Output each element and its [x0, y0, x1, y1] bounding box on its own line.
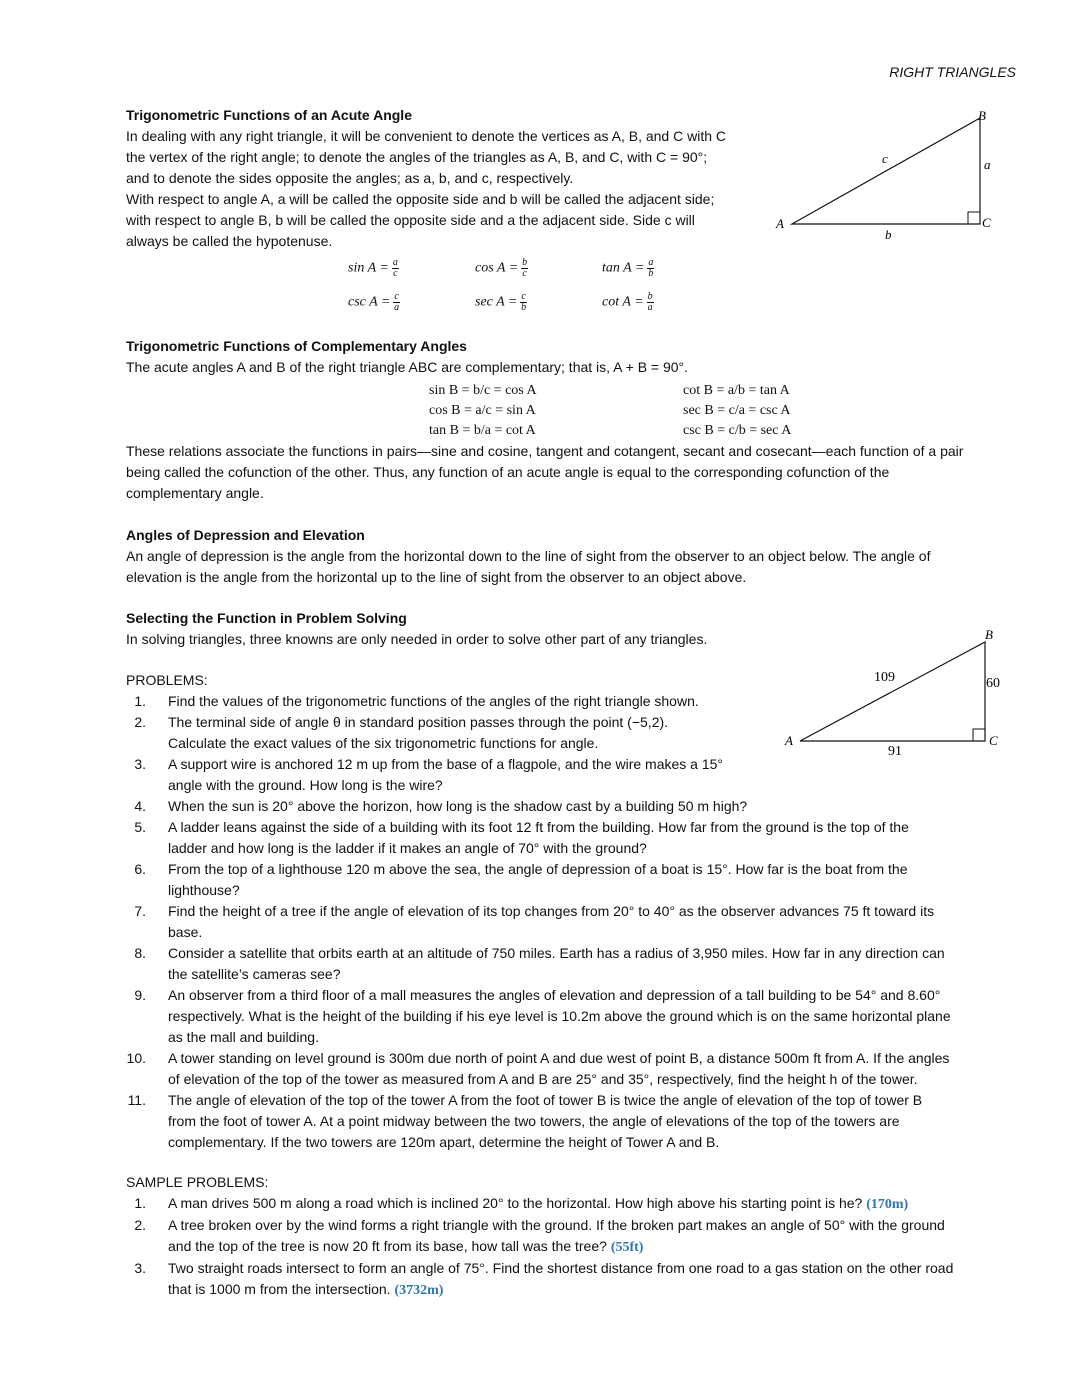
section-acute-angle [126, 105, 776, 252]
item-line-text: An observer from a third floor of a mall measures the angles of elevation and depression of a tall building to be 54° and 8.60° [168, 987, 941, 1003]
item-line-text: angle with the ground. How long is the wire? [168, 777, 443, 793]
sample-problems-heading: SAMPLE PROBLEMS: [126, 1174, 269, 1190]
item-line-text: A ladder leans against the side of a building with its foot 12 ft from the building. How far from the ground is the top of the [168, 819, 909, 835]
item-line [168, 754, 1026, 775]
body-line: With respect to angle A, a will be called the opposite side and b will be called the adjacent side; [126, 191, 715, 207]
item-line [168, 1090, 1026, 1111]
problem-list [126, 691, 1026, 1153]
item-line [168, 1258, 1026, 1279]
item-text [168, 1090, 1026, 1153]
cofunction-eq: cot B = a/b = tan A [683, 383, 790, 398]
body-line: always be called the hypotenuse. [126, 233, 333, 249]
item-line-text: and the top of the tree is now 20 ft from its base, how tall was the tree? [168, 1238, 607, 1254]
item-line-text: A tree broken over by the wind forms a right triangle with the ground. If the broken part makes an angle of 50° with the ground [168, 1217, 945, 1233]
body-line: These relations associate the functions in pairs—sine and cosine, tangent and cotangent, secant and cosecant—each function of a pair [126, 443, 964, 459]
vertex-label-a: A [785, 733, 793, 748]
section-heading: Trigonometric Functions of Complementary Angles [126, 338, 467, 354]
item-line [168, 796, 1026, 817]
cofunction-eq: sin B = b/c = cos A [429, 383, 537, 398]
item-line [168, 1048, 1026, 1069]
side-label-base: 91 [888, 744, 902, 759]
body-line: being called the cofunction of the other. Thus, any function of an acute angle is equal to the corresponding cofunction of the [126, 464, 890, 480]
item-line-text: The angle of elevation of the top of the tower A from the foot of tower B is twice the angle of elevation of the top of tower B [168, 1092, 923, 1108]
item-line-text: Calculate the exact values of the six trigonometric functions for angle. [168, 735, 599, 751]
item-line [168, 1215, 1026, 1236]
item-line [168, 1006, 1026, 1027]
cofunction-eq: cos B = a/c = sin A [429, 403, 536, 418]
body-line: the vertex of the right angle; to denote the angles of the triangles as A, B, and C, with C = 90°; [126, 149, 708, 165]
item-line-text: from the foot of tower A. At a point midway between the two towers, the angle of elevations of the top of the towers are [168, 1113, 900, 1129]
formula-cos: cos A = $\frac{b}{c}$ [475, 257, 528, 279]
item-line [168, 964, 1026, 985]
cofunction-right [683, 381, 791, 441]
item-line-text: lighthouse? [168, 882, 240, 898]
item-line-text: Consider a satellite that orbits earth at an altitude of 750 miles. Earth has a radius of 3,950 miles. How far in any direction can [168, 945, 945, 961]
answer-label: (55ft) [610, 1240, 644, 1255]
page-header: RIGHT TRIANGLES [889, 64, 1016, 80]
item-line [168, 691, 1026, 712]
item-number: 4. [134, 798, 146, 814]
formula-sec: sec A = $\frac{c}{b}$ [475, 291, 527, 313]
item-line-text: A support wire is anchored 12 m up from the base of a flagpole, and the wire makes a 15° [168, 756, 724, 772]
formula-cot: cot A = $\frac{b}{a}$ [602, 291, 653, 313]
problem-item [126, 796, 1026, 817]
item-line [168, 901, 1026, 922]
item-text [168, 1258, 1026, 1301]
cofunction-left [429, 381, 537, 441]
item-line [168, 1111, 1026, 1132]
vertex-label-b: B [985, 627, 993, 642]
item-line-text: A man drives 500 m along a road which is inclined 20° to the horizontal. How high above his starting point is he? [168, 1195, 863, 1211]
sample-problem-list [126, 1193, 1026, 1301]
right-triangle-diagram [770, 100, 1000, 245]
item-text [168, 1048, 1026, 1090]
item-line-text: as the mall and building. [168, 1029, 319, 1045]
problems-heading: PROBLEMS: [126, 672, 208, 688]
problem-item [126, 985, 1026, 1048]
item-number: 11. [127, 1092, 146, 1108]
section-depression-elevation [126, 525, 930, 588]
item-text [168, 901, 1026, 943]
item-text [168, 817, 1026, 859]
sample-problem-item [126, 1215, 1026, 1258]
item-number: 1. [134, 693, 146, 709]
problem-item [126, 943, 1026, 985]
item-number: 6. [134, 861, 146, 877]
cofunction-eq: csc B = c/b = sec A [683, 423, 792, 438]
item-text [168, 859, 1026, 901]
item-line [168, 1069, 1026, 1090]
section-heading: Angles of Depression and Elevation [126, 527, 365, 543]
vertex-label-c: C [982, 215, 991, 230]
section-heading: Trigonometric Functions of an Acute Angle [126, 107, 412, 123]
problem-item [126, 859, 1026, 901]
item-number: 2. [134, 1217, 146, 1233]
answer-label: (3732m) [394, 1283, 444, 1298]
problems-section [126, 670, 1026, 1153]
item-line-text: The terminal side of angle θ in standard position passes through the point (−5,2). [168, 714, 669, 730]
item-line-text: When the sun is 20° above the horizon, how long is the shadow cast by a building 50 m high? [168, 798, 748, 814]
item-text [168, 691, 1026, 712]
vertex-label-c: C [989, 733, 998, 748]
body-line: with respect to angle B, b will be called the opposite side and a the adjacent side. Side c will [126, 212, 695, 228]
body-line: elevation is the angle from the horizontal up to the line of sight from the observer to an object above. [126, 569, 747, 585]
cofunction-eq: sec B = c/a = csc A [683, 403, 791, 418]
sample-problem-item [126, 1258, 1026, 1301]
body-line: and to denote the sides opposite the angles; as a, b, and c, respectively. [126, 170, 574, 186]
item-line [168, 943, 1026, 964]
problem-item [126, 754, 1026, 796]
item-line-text: A tower standing on level ground is 300m due north of point A and due west of point B, a distance 500m ft from A. If the angles [168, 1050, 950, 1066]
side-label-hypotenuse: 109 [874, 670, 895, 685]
item-number: 10. [126, 1050, 146, 1066]
item-line-text: respectively. What is the height of the building if his eye level is 10.2m above the ground which is on the same horizontal plane [168, 1008, 951, 1024]
right-angle-marker [968, 212, 980, 224]
item-line-text: of elevation of the top of the tower as measured from A and B are 25° and 35°, respectively, find the height h of the tower. [168, 1071, 918, 1087]
section-problem-solving [126, 608, 707, 650]
problem-item [126, 691, 1026, 712]
cofunction-eq: tan B = b/a = cot A [429, 423, 536, 438]
item-line [168, 817, 1026, 838]
formula-csc: csc A = $\frac{c}{a}$ [348, 291, 400, 313]
item-line [168, 1279, 1026, 1301]
item-line [168, 1027, 1026, 1048]
answer-label: (170m) [866, 1197, 909, 1212]
item-line [168, 985, 1026, 1006]
vertex-label-a: A [776, 216, 784, 231]
item-text [168, 712, 1026, 754]
formula-tan: tan A = $\frac{a}{b}$ [602, 257, 654, 279]
item-line-text: Two straight roads intersect to form an angle of 75°. Find the shortest distance from one road to a gas station on the other road [168, 1260, 954, 1276]
item-number: 9. [134, 987, 146, 1003]
item-line [168, 1132, 1026, 1153]
item-line-text: that is 1000 m from the intersection. [168, 1281, 391, 1297]
item-line-text: the satellite’s cameras see? [168, 966, 341, 982]
side-label-b: b [885, 227, 892, 242]
body-line: In dealing with any right triangle, it will be convenient to denote the vertices as A, B, and C with C [126, 128, 726, 144]
problem-item [126, 901, 1026, 943]
item-line-text: Find the values of the trigonometric functions of the angles of the right triangle shown. [168, 693, 699, 709]
section-complementary [126, 336, 688, 378]
body-line: The acute angles A and B of the right triangle ABC are complementary; that is, A + B = 90°. [126, 359, 689, 375]
problem-item [126, 1090, 1026, 1153]
problem-item [126, 817, 1026, 859]
body-line: An angle of depression is the angle from the horizontal down to the line of sight from the observer to an object below. The angle of [126, 548, 931, 564]
item-text [168, 1193, 1026, 1215]
item-line [168, 922, 1026, 943]
cofunction-explanation [126, 441, 963, 504]
body-line: complementary angle. [126, 485, 264, 501]
item-text [168, 796, 1026, 817]
item-text [168, 754, 1026, 796]
body-line: In solving triangles, three knowns are only needed in order to solve other part of any triangles. [126, 631, 708, 647]
item-line [168, 1193, 1026, 1215]
side-label-vertical: 60 [986, 676, 1000, 691]
item-text [168, 985, 1026, 1048]
problem-item [126, 1048, 1026, 1090]
side-label-c: c [882, 151, 888, 166]
item-number: 3. [134, 756, 146, 772]
item-line-text: complementary. If the two towers are 120m apart, determine the height of Tower A and B. [168, 1134, 720, 1150]
triangle-shape [792, 118, 980, 224]
item-line [168, 1236, 1026, 1258]
item-number: 8. [134, 945, 146, 961]
section-heading: Selecting the Function in Problem Solving [126, 610, 407, 626]
side-label-a: a [984, 157, 991, 172]
item-number: 2. [134, 714, 146, 730]
item-number: 7. [134, 903, 146, 919]
item-line [168, 733, 1026, 754]
item-line-text: From the top of a lighthouse 120 m above the sea, the angle of depression of a boat is 15°. How far is the boat from the [168, 861, 908, 877]
item-number: 3. [134, 1260, 146, 1276]
item-line-text: base. [168, 924, 203, 940]
item-text [168, 1215, 1026, 1258]
item-line [168, 712, 1026, 733]
item-line [168, 775, 1026, 796]
formula-sin: sin A = $\frac{a}{c}$ [348, 257, 398, 279]
item-line [168, 859, 1026, 880]
item-number: 1. [134, 1195, 146, 1211]
sample-problem-item [126, 1193, 1026, 1215]
problem-item [126, 712, 1026, 754]
item-line [168, 838, 1026, 859]
vertex-label-b: B [978, 108, 986, 123]
item-line [168, 880, 1026, 901]
item-line-text: Find the height of a tree if the angle of elevation of its top changes from 20° to 40° as the observer advances 75 ft toward its [168, 903, 935, 919]
sample-problems-section [126, 1172, 1026, 1301]
item-line-text: ladder and how long is the ladder if it makes an angle of 70° with the ground? [168, 840, 647, 856]
item-text [168, 943, 1026, 985]
item-number: 5. [134, 819, 146, 835]
